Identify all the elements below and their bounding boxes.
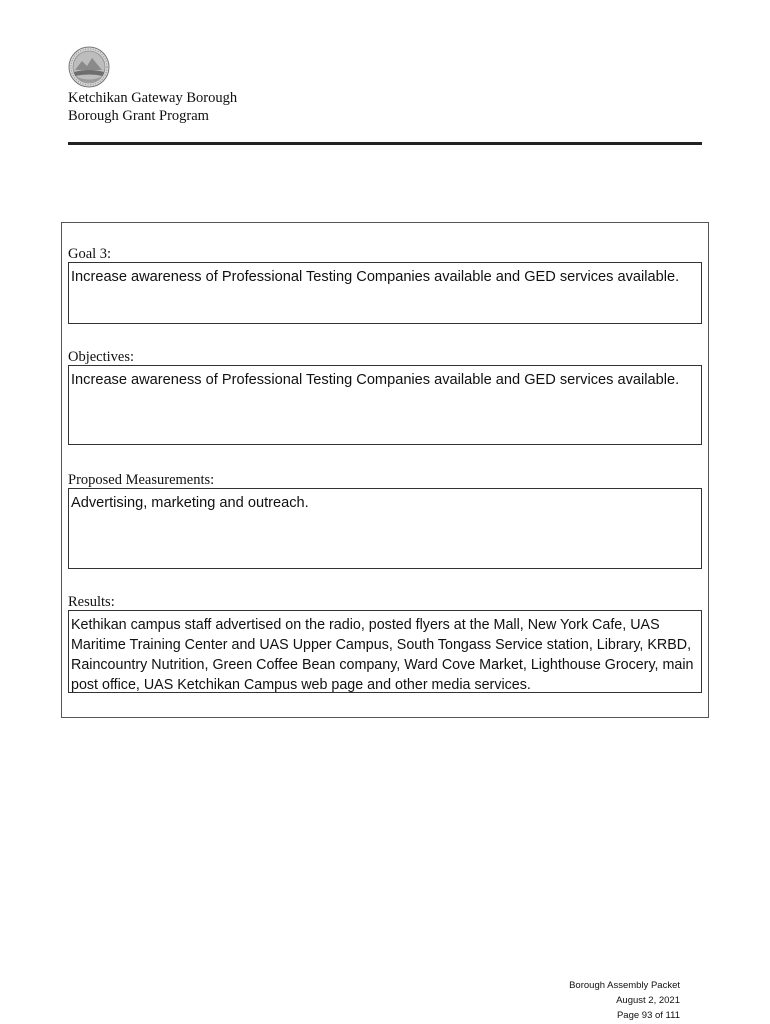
program-name: Borough Grant Program bbox=[68, 108, 209, 124]
measurements-field[interactable]: Advertising, marketing and outreach. bbox=[68, 488, 702, 569]
page-footer bbox=[569, 978, 680, 1023]
document-header bbox=[68, 89, 237, 125]
objectives-field[interactable]: Increase awareness of Professional Testing Companies available and GED services available. bbox=[68, 365, 702, 445]
footer-page-number: Page 93 of 111 bbox=[616, 1010, 680, 1021]
results-label: Results: bbox=[68, 594, 115, 610]
goal-label: Goal 3: bbox=[68, 246, 112, 262]
footer-date: August 2, 2021 bbox=[616, 995, 680, 1006]
borough-seal-icon bbox=[68, 46, 110, 88]
measurements-label: Proposed Measurements: bbox=[68, 472, 215, 488]
objectives-label: Objectives: bbox=[68, 349, 135, 365]
footer-packet-title: Borough Assembly Packet bbox=[569, 980, 680, 991]
results-field[interactable]: Kethikan campus staff advertised on the radio, posted flyers at the Mall, New York Cafe, UAS Maritime Training Center and UAS Upper Campus, South Tongass Service station, Library, KRBD, Raincountry Nutrition, Green Coffee Bean company, Ward Cove Market, Lighthouse Grocery, main post office, UAS Ketchikan Campus web page and other media services. bbox=[68, 610, 702, 693]
goal-field[interactable]: Increase awareness of Professional Testing Companies available and GED services available. bbox=[68, 262, 702, 324]
header-divider bbox=[68, 142, 702, 145]
organization-name: Ketchikan Gateway Borough bbox=[68, 90, 238, 106]
